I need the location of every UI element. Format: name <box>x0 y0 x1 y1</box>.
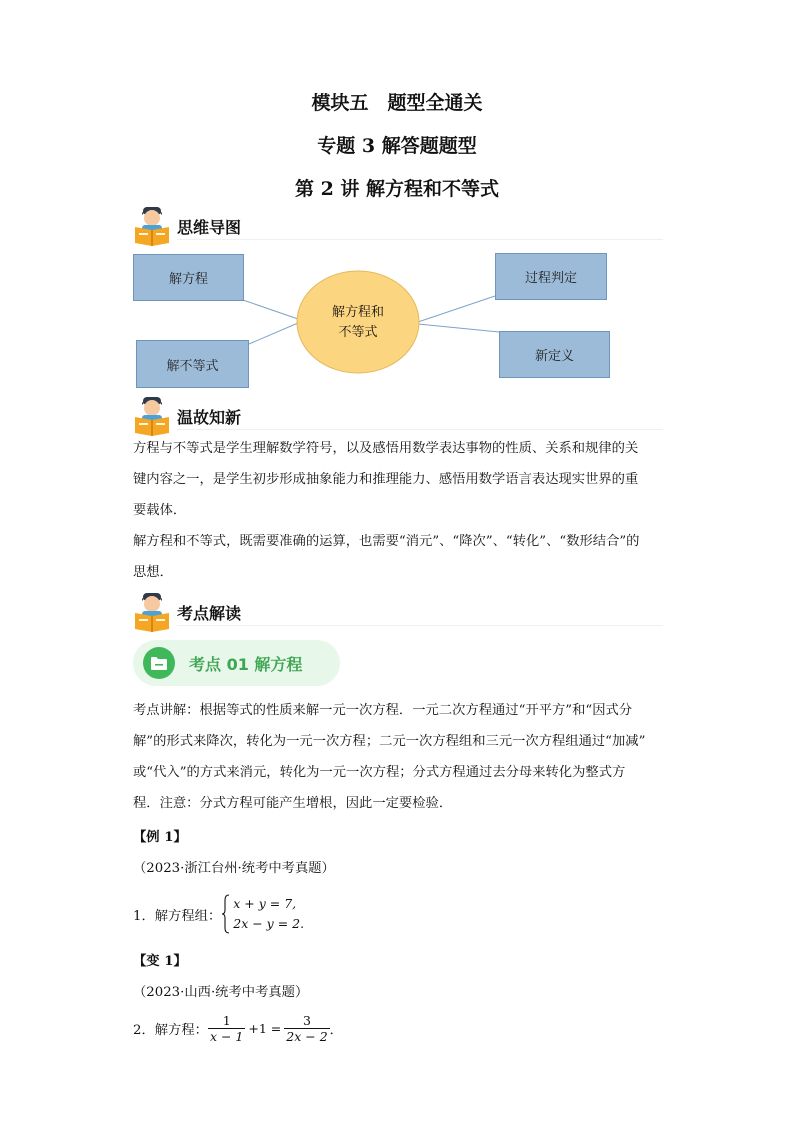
reader-icon <box>133 591 171 633</box>
section-review-header <box>133 396 663 436</box>
kaodian-explain-line2: 解”的形式来降次，转化为一元一次方程；二元一次方程组和三元一次方程组通过“加减” <box>133 734 646 749</box>
section-keypoints-header <box>133 592 663 632</box>
review-para1-line2: 键内容之一，是学生初步形成抽象能力和推理能力、感悟用数学语言表达现实世界的重 <box>133 472 639 487</box>
variant1-source: （2023·山西·统考中考真题） <box>133 985 309 1000</box>
mindmap-node-process-judgment: 过程判定 <box>495 253 607 300</box>
review-para2-line2: 思想． <box>133 565 173 580</box>
example1-source: （2023·浙江台州·统考中考真题） <box>133 861 335 876</box>
mindmap-node-solve-equation: 解方程 <box>133 254 244 301</box>
kaodian-pill-label: 考点 01 解方程 <box>189 654 303 674</box>
folder-icon <box>143 647 175 679</box>
review-text <box>133 433 663 588</box>
kaodian-explain <box>133 695 663 819</box>
review-para1-line3: 要载体． <box>133 503 187 518</box>
section-keypoints-label: 考点解读 <box>177 603 242 623</box>
reader-icon <box>133 395 171 437</box>
variant1-fraction-2: $\frac{3}{2x - 2}$ <box>286 1012 328 1044</box>
review-para2-line1: 解方程和不等式，既需要准确的运算，也需要“消元”、“降次”、“转化”、“数形结合”的 <box>133 534 640 549</box>
kaodian-explain-line1: 考点讲解：根据等式的性质来解一元一次方程．一元二次方程通过“开平方”和“因式分 <box>133 703 633 718</box>
kaodian-pill <box>133 640 340 686</box>
kaodian-explain-line4: 程．注意：分式方程可能产生增根，因此一定要检验． <box>133 796 453 811</box>
section-review-label: 温故知新 <box>177 407 242 427</box>
variant1-plus-one: +1 = <box>248 1020 282 1036</box>
example1-label: 【例 1】 <box>133 830 187 845</box>
example1-eq1: x + y = 7, <box>233 896 297 911</box>
variant1-fraction-1: $\frac{1}{x - 1}$ <box>209 1012 244 1044</box>
mindmap-center-node <box>297 303 419 343</box>
variant1-problem <box>133 1010 343 1046</box>
mindmap-center-line2: 不等式 <box>338 325 378 340</box>
variant1-label: 【变 1】 <box>133 954 187 969</box>
example1-prompt: 1．解方程组： <box>133 908 222 924</box>
example1-eq2: 2x − y = 2. <box>233 916 305 931</box>
variant1-end: ． <box>329 1022 343 1038</box>
lesson-title: 第 2 讲 解方程和不等式 <box>294 178 500 200</box>
review-para1-line1: 方程与不等式是学生理解数学符号，以及感悟用数学表达事物的性质、关系和规律的关 <box>133 441 639 456</box>
mindmap-center-line1: 解方程和 <box>331 305 384 320</box>
mindmap-node-new-definition: 新定义 <box>499 331 610 378</box>
left-brace-icon <box>221 894 231 934</box>
variant1-prompt: 2．解方程： <box>133 1022 208 1038</box>
section-mindmap-label: 思维导图 <box>177 217 242 237</box>
example1-problem <box>133 893 304 935</box>
kaodian-explain-line3: 或“代入”的方式来消元，转化为一元一次方程；分式方程通过去分母来转化为整式方 <box>133 765 626 780</box>
module-title: 模块五 题型全通关 <box>311 92 483 114</box>
mindmap-node-solve-inequality: 解不等式 <box>136 340 249 388</box>
topic-title: 专题 3 解答题题型 <box>317 135 477 157</box>
